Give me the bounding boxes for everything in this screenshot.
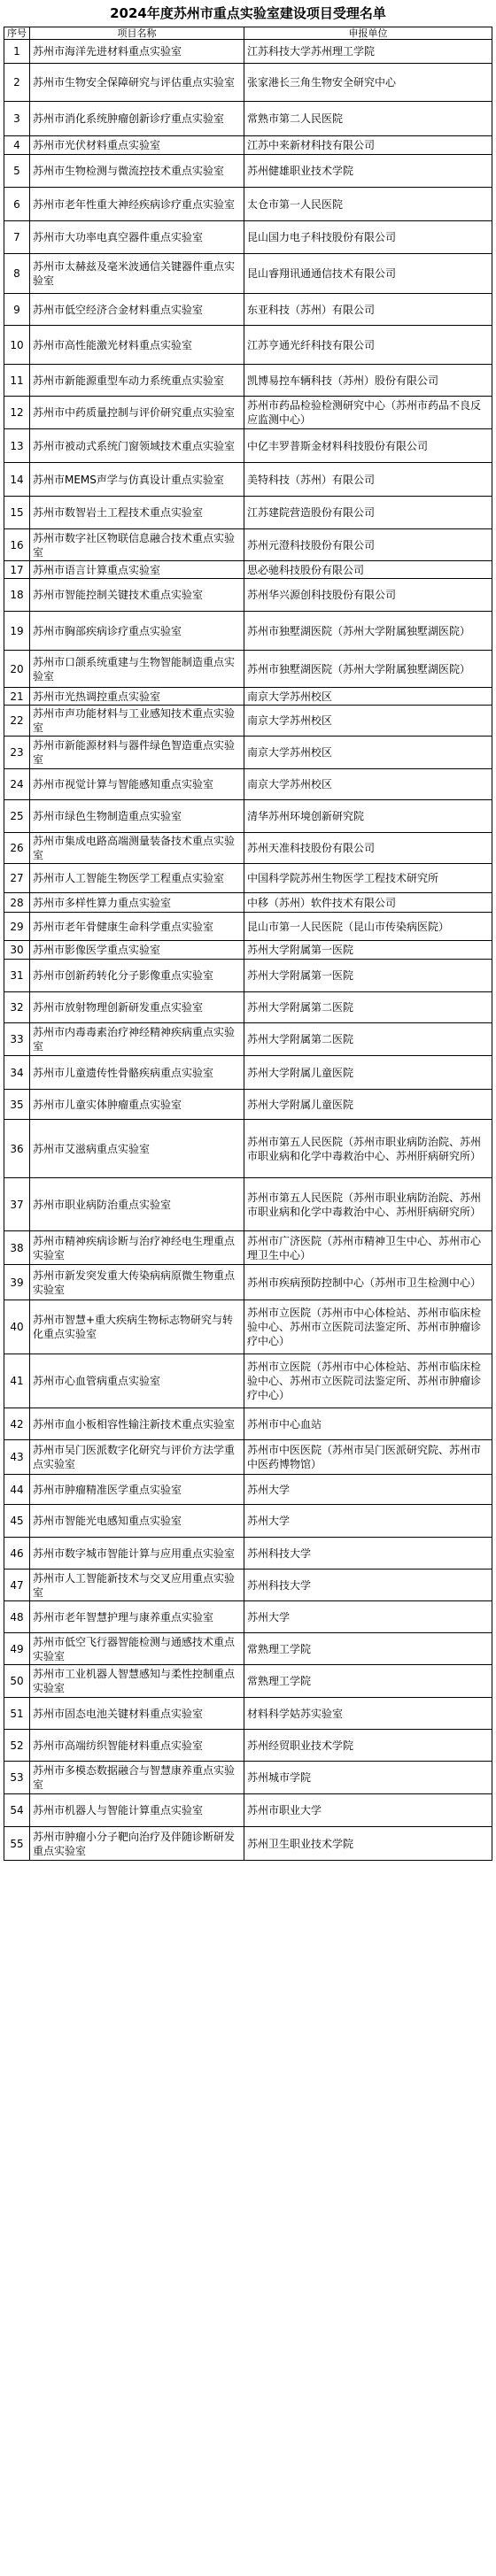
table-row <box>4 326 492 365</box>
table-row <box>4 769 492 800</box>
table-row <box>4 294 492 326</box>
table-row <box>4 913 492 941</box>
table-row <box>4 254 492 294</box>
table-row <box>4 40 492 64</box>
row-number: 10 <box>4 326 30 365</box>
row-number: 6 <box>4 188 30 221</box>
project-name: 苏州市内毒毒素治疗神经精神疾病重点实验室 <box>30 1023 244 1056</box>
applicant-unit: 南京大学苏州校区 <box>244 737 492 769</box>
project-name: 苏州市智慧+重大疾病生物标志物研究与转化重点实验室 <box>30 1300 244 1354</box>
project-name: 苏州市消化系统肿瘤创新诊疗重点实验室 <box>30 102 244 136</box>
applicant-unit: 苏州大学附属第二医院 <box>244 1023 492 1056</box>
table-row <box>4 221 492 254</box>
project-name: 苏州市太赫兹及毫米波通信关键器件重点实验室 <box>30 254 244 294</box>
row-number: 48 <box>4 1601 30 1633</box>
project-name: 苏州市生物检测与微流控技术重点实验室 <box>30 155 244 188</box>
project-name: 苏州市儿童遗传性骨骼疾病重点实验室 <box>30 1056 244 1090</box>
row-number: 55 <box>4 1827 30 1861</box>
table-row <box>4 497 492 529</box>
applicant-unit: 江苏建院营造股份有限公司 <box>244 497 492 529</box>
row-number: 36 <box>4 1120 30 1178</box>
row-number: 49 <box>4 1633 30 1665</box>
project-name: 苏州市绿色生物制造重点实验室 <box>30 800 244 833</box>
table-row <box>4 893 492 913</box>
applicant-unit: 苏州市第五人民医院（苏州市职业病防治院、苏州市职业病和化学中毒救治中心、苏州肝病研究所） <box>244 1120 492 1178</box>
row-number: 43 <box>4 1440 30 1475</box>
table-row <box>4 1538 492 1570</box>
row-number: 32 <box>4 992 30 1023</box>
project-name: 苏州市肿瘤精准医学重点实验室 <box>30 1475 244 1505</box>
table-row <box>4 1090 492 1120</box>
table-row <box>4 561 492 579</box>
project-name: 苏州市低空飞行器智能检测与通感技术重点实验室 <box>30 1633 244 1665</box>
applicant-unit: 东亚科技（苏州）有限公司 <box>244 294 492 326</box>
row-number: 18 <box>4 579 30 612</box>
row-number: 28 <box>4 893 30 913</box>
project-name: 苏州市数字社区物联信息融合技术重点实验室 <box>30 529 244 561</box>
row-number: 51 <box>4 1698 30 1730</box>
row-number: 37 <box>4 1178 30 1231</box>
project-name: 苏州市中药质量控制与评价研究重点实验室 <box>30 397 244 429</box>
row-number: 1 <box>4 40 30 64</box>
project-name: 苏州市艾滋病重点实验室 <box>30 1120 244 1178</box>
project-name: 苏州市光热调控重点实验室 <box>30 688 244 706</box>
applicant-unit: 中国科学院苏州生物医学工程技术研究所 <box>244 864 492 893</box>
project-name: 苏州市人工智能新技术与交叉应用重点实验室 <box>30 1570 244 1601</box>
applicant-unit: 美特科技（苏州）有限公司 <box>244 463 492 497</box>
project-name: 苏州市儿童实体肿瘤重点实验室 <box>30 1090 244 1120</box>
project-name: 苏州市多样性算力重点实验室 <box>30 893 244 913</box>
applicant-unit: 苏州市第五人民医院（苏州市职业病防治院、苏州市职业病和化学中毒救治中心、苏州肝病研究所） <box>244 1178 492 1231</box>
project-name: 苏州市高性能激光材料重点实验室 <box>30 326 244 365</box>
project-name: 苏州市人工智能生物医学工程重点实验室 <box>30 864 244 893</box>
row-number: 5 <box>4 155 30 188</box>
row-number: 45 <box>4 1505 30 1538</box>
applicant-unit: 中亿丰罗普斯金材料科技股份有限公司 <box>244 429 492 463</box>
row-number: 17 <box>4 561 30 579</box>
table-row <box>4 429 492 463</box>
column-header-unit: 申报单位 <box>244 27 492 40</box>
table-row <box>4 529 492 561</box>
project-name: 苏州市智能光电感知重点实验室 <box>30 1505 244 1538</box>
project-name: 苏州市胸部疾病诊疗重点实验室 <box>30 612 244 651</box>
row-number: 19 <box>4 612 30 651</box>
project-name: 苏州市低空经济合金材料重点实验室 <box>30 294 244 326</box>
row-number: 21 <box>4 688 30 706</box>
applicant-unit: 常熟理工学院 <box>244 1665 492 1698</box>
table-row <box>4 960 492 992</box>
table-row <box>4 463 492 497</box>
table-row <box>4 1300 492 1354</box>
row-number: 8 <box>4 254 30 294</box>
row-number: 39 <box>4 1265 30 1300</box>
applicant-unit: 江苏亨通光纤科技有限公司 <box>244 326 492 365</box>
table-row <box>4 1354 492 1408</box>
table-row <box>4 833 492 864</box>
table-row <box>4 64 492 102</box>
project-name: 苏州市智能控制关键技术重点实验室 <box>30 579 244 612</box>
applicant-unit: 苏州科技大学 <box>244 1570 492 1601</box>
applicant-unit: 苏州大学 <box>244 1475 492 1505</box>
applicant-unit: 苏州元澄科技股份有限公司 <box>244 529 492 561</box>
applicant-unit: 苏州大学 <box>244 1601 492 1633</box>
applicant-unit: 苏州城市学院 <box>244 1762 492 1794</box>
project-name: 苏州市工业机器人智慧感知与柔性控制重点实验室 <box>30 1665 244 1698</box>
row-number: 2 <box>4 64 30 102</box>
applicant-unit: 苏州大学 <box>244 1505 492 1538</box>
applicant-unit: 凯博易控车辆科技（苏州）股份有限公司 <box>244 365 492 397</box>
project-name: 苏州市新能源材料与器件绿色智造重点实验室 <box>30 737 244 769</box>
project-name: 苏州市语言计算重点实验室 <box>30 561 244 579</box>
applicant-unit: 苏州市中医医院（苏州市吴门医派研究院、苏州市中医药博物馆） <box>244 1440 492 1475</box>
project-name: 苏州市血小板相容性输注新技术重点实验室 <box>30 1408 244 1440</box>
project-name: 苏州市集成电路高端测量装备技术重点实验室 <box>30 833 244 864</box>
project-name: 苏州市光伏材料重点实验室 <box>30 136 244 155</box>
applicant-unit: 苏州健雄职业技术学院 <box>244 155 492 188</box>
project-name: 苏州市MEMS声学与仿真设计重点实验室 <box>30 463 244 497</box>
applicant-unit: 苏州科技大学 <box>244 1538 492 1570</box>
applicant-unit: 昆山市第一人民医院（昆山市传染病医院） <box>244 913 492 941</box>
applicant-unit: 苏州大学附属第一医院 <box>244 960 492 992</box>
project-name: 苏州市精神疾病诊断与治疗神经电生理重点实验室 <box>30 1231 244 1265</box>
applicant-unit: 中移（苏州）软件技术有限公司 <box>244 893 492 913</box>
table-row <box>4 579 492 612</box>
applicant-unit: 苏州卫生职业技术学院 <box>244 1827 492 1861</box>
row-number: 22 <box>4 706 30 737</box>
table-row <box>4 737 492 769</box>
project-name: 苏州市肿瘤小分子靶向治疗及伴随诊断研发重点实验室 <box>30 1827 244 1861</box>
table-row <box>4 1665 492 1698</box>
project-name: 苏州市心血管病重点实验室 <box>30 1354 244 1408</box>
table-row <box>4 800 492 833</box>
table-row <box>4 706 492 737</box>
applicant-unit: 苏州大学附属儿童医院 <box>244 1056 492 1090</box>
row-number: 35 <box>4 1090 30 1120</box>
applicant-unit: 常熟理工学院 <box>244 1633 492 1665</box>
table-row <box>4 1794 492 1827</box>
table-row <box>4 1231 492 1265</box>
applicant-unit: 南京大学苏州校区 <box>244 706 492 737</box>
table-row <box>4 941 492 960</box>
table-row <box>4 1475 492 1505</box>
row-number: 46 <box>4 1538 30 1570</box>
applicant-unit: 思必驰科技股份有限公司 <box>244 561 492 579</box>
row-number: 27 <box>4 864 30 893</box>
table-row <box>4 612 492 651</box>
row-number: 42 <box>4 1408 30 1440</box>
applicant-unit: 苏州华兴源创科技股份有限公司 <box>244 579 492 612</box>
table-row <box>4 1633 492 1665</box>
row-number: 38 <box>4 1231 30 1265</box>
project-name: 苏州市机器人与智能计算重点实验室 <box>30 1794 244 1827</box>
row-number: 41 <box>4 1354 30 1408</box>
applicant-unit: 苏州天准科技股份有限公司 <box>244 833 492 864</box>
applicant-unit: 材料科学姑苏实验室 <box>244 1698 492 1730</box>
project-name: 苏州市多模态数据融合与智慧康养重点实验室 <box>30 1762 244 1794</box>
project-name: 苏州市高端纺织智能材料重点实验室 <box>30 1730 244 1762</box>
table-row <box>4 1570 492 1601</box>
project-name: 苏州市影像医学重点实验室 <box>30 941 244 960</box>
applicant-unit: 苏州大学附属第一医院 <box>244 941 492 960</box>
project-name: 苏州市放射物理创新研发重点实验室 <box>30 992 244 1023</box>
applicant-unit: 江苏中来新材科技有限公司 <box>244 136 492 155</box>
applicant-unit: 苏州市立医院（苏州市中心体检站、苏州市临床检验中心、苏州市立医院司法鉴定所、苏州市肿瘤诊疗中心） <box>244 1354 492 1408</box>
project-name: 苏州市数智岩土工程技术重点实验室 <box>30 497 244 529</box>
table-row <box>4 1601 492 1633</box>
applicant-unit: 昆山国力电子科技股份有限公司 <box>244 221 492 254</box>
table-row <box>4 688 492 706</box>
table-row <box>4 1505 492 1538</box>
table-row <box>4 1762 492 1794</box>
table-row <box>4 136 492 155</box>
applicant-unit: 南京大学苏州校区 <box>244 688 492 706</box>
row-number: 4 <box>4 136 30 155</box>
project-name: 苏州市老年智慧护理与康养重点实验室 <box>30 1601 244 1633</box>
project-table <box>4 27 492 1861</box>
row-number: 25 <box>4 800 30 833</box>
project-name: 苏州市职业病防治重点实验室 <box>30 1178 244 1231</box>
project-name: 苏州市新发突发重大传染病病原微生物重点实验室 <box>30 1265 244 1300</box>
table-row <box>4 1827 492 1861</box>
applicant-unit: 昆山睿翔讯通通信技术有限公司 <box>244 254 492 294</box>
row-number: 47 <box>4 1570 30 1601</box>
document-title: 2024年度苏州市重点实验室建设项目受理名单 <box>110 5 386 21</box>
applicant-unit: 南京大学苏州校区 <box>244 769 492 800</box>
project-name: 苏州市海洋先进材料重点实验室 <box>30 40 244 64</box>
applicant-unit: 苏州市独墅湖医院（苏州大学附属独墅湖医院） <box>244 651 492 688</box>
table-row <box>4 397 492 429</box>
project-name: 苏州市固态电池关键材料重点实验室 <box>30 1698 244 1730</box>
applicant-unit: 苏州经贸职业技术学院 <box>244 1730 492 1762</box>
applicant-unit: 苏州市疾病预防控制中心（苏州市卫生检测中心） <box>244 1265 492 1300</box>
row-number: 14 <box>4 463 30 497</box>
applicant-unit: 苏州市职业大学 <box>244 1794 492 1827</box>
table-row <box>4 155 492 188</box>
row-number: 30 <box>4 941 30 960</box>
applicant-unit: 苏州市中心血站 <box>244 1408 492 1440</box>
table-row <box>4 1698 492 1730</box>
table-row <box>4 1178 492 1231</box>
row-number: 13 <box>4 429 30 463</box>
applicant-unit: 苏州市独墅湖医院（苏州大学附属独墅湖医院） <box>244 612 492 651</box>
row-number: 29 <box>4 913 30 941</box>
table-row <box>4 1265 492 1300</box>
applicant-unit: 苏州市广济医院（苏州市精神卫生中心、苏州市心理卫生中心） <box>244 1231 492 1265</box>
applicant-unit: 苏州大学附属第二医院 <box>244 992 492 1023</box>
table-row <box>4 102 492 136</box>
table-row <box>4 1440 492 1475</box>
row-number: 44 <box>4 1475 30 1505</box>
project-name: 苏州市创新药转化分子影像重点实验室 <box>30 960 244 992</box>
project-name: 苏州市视觉计算与智能感知重点实验室 <box>30 769 244 800</box>
row-number: 34 <box>4 1056 30 1090</box>
row-number: 52 <box>4 1730 30 1762</box>
project-name: 苏州市生物安全保障研究与评估重点实验室 <box>30 64 244 102</box>
project-name: 苏州市口颌系统重建与生物智能制造重点实验室 <box>30 651 244 688</box>
project-name: 苏州市被动式系统门窗领域技术重点实验室 <box>30 429 244 463</box>
applicant-unit: 常熟市第二人民医院 <box>244 102 492 136</box>
table-row <box>4 992 492 1023</box>
applicant-unit: 张家港长三角生物安全研究中心 <box>244 64 492 102</box>
table-row <box>4 188 492 221</box>
project-name: 苏州市吴门医派数字化研究与评价方法学重点实验室 <box>30 1440 244 1475</box>
row-number: 26 <box>4 833 30 864</box>
table-row <box>4 365 492 397</box>
project-name: 苏州市新能源重型车动力系统重点实验室 <box>30 365 244 397</box>
applicant-unit: 苏州大学附属儿童医院 <box>244 1090 492 1120</box>
applicant-unit: 江苏科技大学苏州理工学院 <box>244 40 492 64</box>
row-number: 33 <box>4 1023 30 1056</box>
table-row <box>4 1730 492 1762</box>
row-number: 54 <box>4 1794 30 1827</box>
project-name: 苏州市大功率电真空器件重点实验室 <box>30 221 244 254</box>
column-header-project: 项目名称 <box>30 27 244 40</box>
row-number: 3 <box>4 102 30 136</box>
applicant-unit: 苏州市立医院（苏州市中心体检站、苏州市临床检验中心、苏州市立医院司法鉴定所、苏州市肿瘤诊疗中心） <box>244 1300 492 1354</box>
row-number: 23 <box>4 737 30 769</box>
row-number: 7 <box>4 221 30 254</box>
table-row <box>4 1120 492 1178</box>
applicant-unit: 清华苏州环境创新研究院 <box>244 800 492 833</box>
table-row <box>4 1023 492 1056</box>
table-row <box>4 651 492 688</box>
column-header-number: 序号 <box>4 27 30 40</box>
row-number: 9 <box>4 294 30 326</box>
project-name: 苏州市老年性重大神经疾病诊疗重点实验室 <box>30 188 244 221</box>
row-number: 15 <box>4 497 30 529</box>
row-number: 31 <box>4 960 30 992</box>
row-number: 20 <box>4 651 30 688</box>
applicant-unit: 太仓市第一人民医院 <box>244 188 492 221</box>
table-row <box>4 864 492 893</box>
project-name: 苏州市老年骨健康生命科学重点实验室 <box>30 913 244 941</box>
row-number: 53 <box>4 1762 30 1794</box>
row-number: 40 <box>4 1300 30 1354</box>
row-number: 24 <box>4 769 30 800</box>
table-row <box>4 1056 492 1090</box>
table-row <box>4 1408 492 1440</box>
row-number: 11 <box>4 365 30 397</box>
row-number: 16 <box>4 529 30 561</box>
table-header-row <box>4 27 492 40</box>
row-number: 12 <box>4 397 30 429</box>
applicant-unit: 苏州市药品检验检测研究中心（苏州市药品不良反应监测中心） <box>244 397 492 429</box>
project-name: 苏州市数字城市智能计算与应用重点实验室 <box>30 1538 244 1570</box>
project-name: 苏州市声功能材料与工业感知技术重点实验室 <box>30 706 244 737</box>
row-number: 50 <box>4 1665 30 1698</box>
